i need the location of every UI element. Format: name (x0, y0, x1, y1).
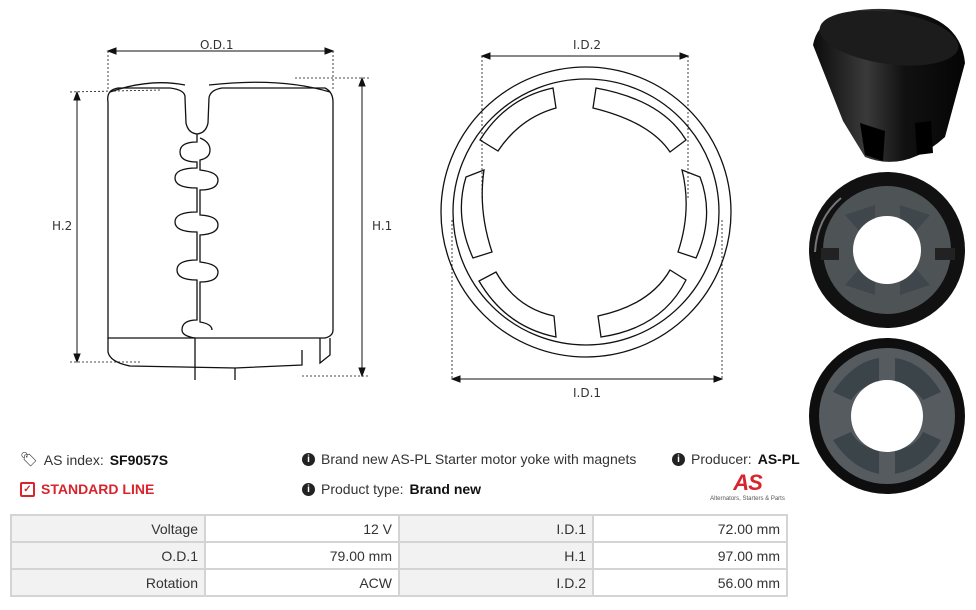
spec-table (10, 514, 788, 597)
as-index (20, 451, 168, 468)
description (302, 451, 636, 467)
od1-label: O.D.1 (200, 38, 234, 52)
producer (672, 451, 800, 467)
table-row (11, 515, 787, 542)
spec-label: O.D.1 (11, 542, 205, 569)
spec-label: I.D.2 (399, 569, 593, 596)
spec-value: 97.00 mm (593, 542, 787, 569)
spec-label: Rotation (11, 569, 205, 596)
side-view-drawing (40, 30, 400, 390)
product-type-value: Brand new (409, 481, 482, 497)
as-index-label: AS index: (43, 451, 104, 468)
product-photo-inside[interactable] (805, 170, 970, 330)
product-photo-top[interactable] (805, 332, 970, 497)
product-photo-side[interactable] (805, 5, 970, 167)
as-logo (700, 472, 795, 506)
product-type-label: Product type: (321, 481, 404, 497)
table-row (11, 542, 787, 569)
as-logo-tagline: Alternators, Starters & Parts (710, 496, 785, 502)
spec-value: 72.00 mm (593, 515, 787, 542)
producer-value: AS-PL (757, 451, 800, 467)
standard-line (20, 481, 154, 497)
info-icon: i (302, 483, 315, 496)
description-text: Brand new AS-PL Starter motor yoke with magnets (321, 451, 637, 467)
spec-label: I.D.1 (399, 515, 593, 542)
info-icon: i (302, 453, 315, 466)
h2-label: H.2 (52, 219, 73, 233)
id2-label: I.D.2 (573, 38, 602, 52)
spec-value: 56.00 mm (593, 569, 787, 596)
spec-value: ACW (205, 569, 399, 596)
spec-value: 79.00 mm (205, 542, 399, 569)
standard-line-label: STANDARD LINE (41, 481, 155, 497)
product-type (302, 481, 481, 497)
producer-label: Producer: (691, 451, 752, 467)
checkbox-icon: ✓ (20, 482, 35, 497)
top-view-drawing (430, 40, 750, 390)
spec-label: Voltage (11, 515, 205, 542)
as-index-value[interactable]: SF9057S (109, 451, 169, 468)
tags-icon: 🏷 (20, 451, 38, 467)
id1-label: I.D.1 (573, 386, 602, 400)
info-icon: i (672, 453, 685, 466)
as-logo-mark: AS (733, 470, 762, 495)
table-row (11, 569, 787, 596)
h1-label: H.1 (372, 219, 393, 233)
spec-value: 12 V (205, 515, 399, 542)
spec-label: H.1 (399, 542, 593, 569)
